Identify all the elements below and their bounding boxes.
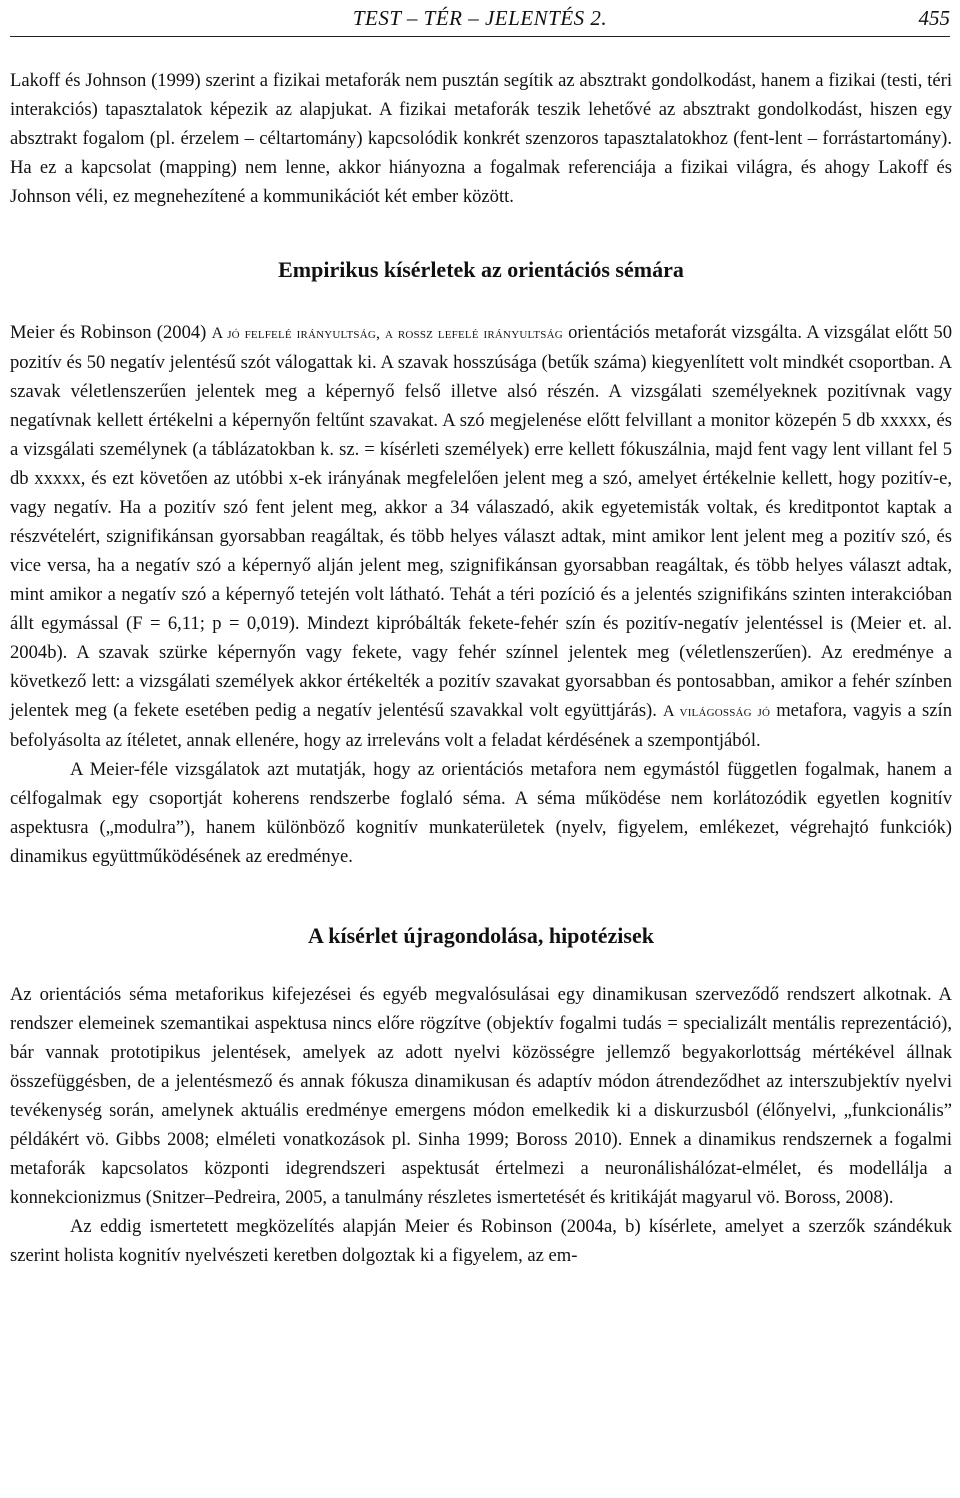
text-run: metafora, vagyis a szín befolyásolta az ítéletet, annak ellenére, hogy az irreleváns volt a feladat kérdésének a szempontjából. — [10, 700, 952, 751]
orientation-schema-paragraph: Az orientációs séma metaforikus kifejezései és egyéb megvalósulásai egy dinamikusan szerveződő rendszert alkotnak. A rendszer elemeinek szemantikai aspektusa nincs előre rögzítve (objektív fogalmi tudás = specializált mentális reprezentáció), bár vannak prototipikus jelentések, amelyek az adott nyelvi közösségre jellemző begyakorlottság mértékével állnak összefüggésben, de a jelentésmező és annak fókusza dinamikusan és adaptív módon átrendeződhet az interszubjektív nyelvi tevékenység során, amelynek aktuális eredménye emergens módon emelkedik ki a diskurzusból (élőnyelvi, „funkcionális” példákért vö. Gibbs 2008; elméleti vonatkozások pl. Sinha 1999; Boross 2010). Ennek a dinamikus rendszernek a fogalmi metaforák kapcsolatos központi idegrendszeri aspektusát értelmezi a neuronálishálózat-elmélet, és modellálja a konnekcionizmus (Snitzer–Pedreira, 2005, a tanulmány részletes ismertetését és kritikáját magyarul vö. Boross, 2008). — [10, 984, 952, 1208]
metaphor-name-light-good: A világosság jó — [663, 703, 771, 720]
section-heading-empirical: Empirikus kísérletek az orientációs sémára — [278, 257, 684, 282]
meier-robinson-paragraph — [10, 318, 952, 755]
metaphor-name-good-up: A jó felfelé irányultság, a rossz lefelé irányultság — [211, 325, 563, 342]
running-title: TEST – TÉR – JELENTÉS 2. — [352, 6, 608, 30]
closing-paragraph: Az eddig ismertetett megközelítés alapján Meier és Robinson (2004a, b) kísérlete, amelyet a szerzők szándékuk szerint holista kognitív nyelvészeti keretben dolgoztak ki a figyelem, az em- — [10, 1216, 952, 1266]
running-header — [10, 4, 950, 37]
section-heading-hypotheses: A kísérlet újragondolása, hipotézisek — [308, 923, 654, 948]
intro-paragraph: Lakoff és Johnson (1999) szerint a fizikai metaforák nem pusztán segítik az absztrakt gondolkodást, hanem a fizikai (testi, téri interakciós) tapasztalatok képezik az alapjukat. A fizikai metaforák teszik lehetővé az absztrakt gondolkodást, hiszen egy absztrakt fogalom (pl. érzelem – céltartomány) kapcsolódik konkrét szenzoros tapasztalatokhoz (fent-lent – forrástartomány). Ha ez a kapcsolat (mapping) nem lenne, akkor hiányozna a fogalmak referenciája a fizikai világra, és ahogy Lakoff és Johnson véli, ez megnehezítené a kommunikációt két ember között. — [10, 70, 952, 207]
text-run: Meier és Robinson (2004) — [10, 322, 212, 343]
text-run: orientációs metaforát vizsgálta. A vizsgálat előtt 50 pozitív és 50 negatív jelentésű szót válogattak ki. A szavak hosszúsága (betűk száma) kiegyenlített volt mindkét csoportban. A szavak véletlenszerűen jelentek meg a képernyő felső illetve alsó részén. A vizsgálati személyeknek pozitívnak vagy negatívnak kellett értékelni a képernyőn feltűnt szavakat. A szó megjelenése előtt felvillant a monitor közepén 5 db xxxxx, és a vizsgálati személynek (a táblázatokban k. sz. = kísérleti személyek) erre kellett fókuszálnia, majd fent vagy lent villant fel 5 db xxxxx, és ezt követően az utóbbi x-ek irányának megfelelően jelent meg a szó, amelyet értékelnie kellett, hogy pozitív-e, vagy negatív. Ha a pozitív szó fent jelent meg, akkor a 34 válaszadó, akik egyetemisták voltak, és kreditpontot kaptak a részvételért, szignifikánsan gyorsabban reagáltak, és több helyes választ adtak, mint amikor lent jelent meg a pozitív szó, és vice versa, ha a negatív szó a képernyő alján jelent meg, szignifikánsan gyorsabban reagáltak, és több helyes választ adtak, mint amikor a negatív szó a képernyő tetején volt látható. Tehát a téri pozíció és a jelentés szignifikáns szinten interakcióban állt egymással (F = 6,11; p = 0,019). Mindezt kipróbálták fekete-fehér szín és pozitív-negatív jelentéssel is (Meier et. al. 2004b). A szavak szürke képernyőn vagy fekete, vagy fehér színnel jelentek meg (véletlenszerűen). Az eredménye a következő lett: a vizsgálati személyek akkor értékelték a pozitív szavakat gyorsabban és pontosabban, amikor a fehér színben jelentek meg (a fekete esetében pedig a negatív jelentésű szavakkal volt együttjárás). — [10, 322, 953, 721]
meier-conclusion-paragraph: A Meier-féle vizsgálatok azt mutatják, hogy az orientációs metafora nem egymástól független fogalmak, hanem a célfogalmak egy csoportját koherens rendszerbe foglaló séma. A séma működése nem korlátozódik egyetlen kognitív aspektusra („modulra”), hanem különböző kognitív munkaterületek (nyelv, figyelem, emlékezet, végrehajtó funkciók) dinamikus együttműködésének az eredménye. — [10, 759, 952, 867]
page-body — [10, 66, 952, 1270]
page-number: 455 — [918, 6, 950, 30]
